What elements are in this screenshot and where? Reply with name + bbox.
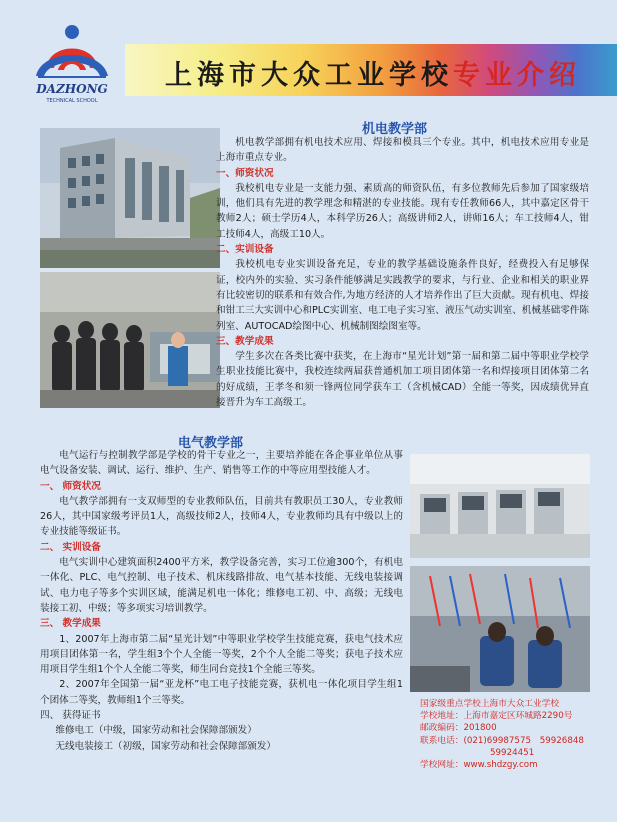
logo-subtext: TECHNICAL SCHOOL	[46, 98, 98, 104]
logo-text: DAZHONG	[36, 82, 108, 96]
photo-students-training	[410, 566, 590, 692]
elec-heading-equipment: 二、 实训设备	[40, 541, 101, 553]
elec-cert-1: 维修电工（中级，国家劳动和社会保障部颁发）	[55, 725, 257, 737]
photo-school-building	[40, 128, 220, 268]
mech-staff-text: 我校机电专业是一支能力强、素质高的师资队伍，有多位教师先后参加了国家级培训，他们具有先进的教学理念和精湛的专业技能。现有专任教师66人，其中嘉定区骨干教师2人；硕士学历4人，本科学历26人；高级讲师2人，讲师16人；车工技师4人，钳工技师4人，高级工10人。	[216, 182, 589, 240]
elec-staff-text: 电气教学部拥有一支双师型的专业教师队伍，目前共有教职员工30人，专业教师26人，其中国家级考评员1人，高级技师2人，技师4人，专业教师均具有中级以上的专业技能等级证书。	[40, 495, 403, 538]
contact-address: 学校地址：上海市嘉定区环城路2290号	[420, 711, 573, 722]
contact-phone-extra: 59924451	[490, 747, 535, 758]
elec-heading-staff: 一、 师资状况	[40, 480, 101, 492]
contact-school-name: 国家级重点学校上海市大众工业学校	[420, 699, 559, 709]
elec-achievement-1: 1、2007年上海市第二届“星光计划”中等职业学校学生技能竞赛，获电气技术应用项目团体第一名，学生组3个个人全能一等奖，2个个人全能二等奖；获电子技术应用项目学生组1个个人全能二等奖，师生同台竞技1个全能三等奖。	[40, 633, 403, 676]
elec-heading-achievements: 三、 教学成果	[40, 618, 101, 630]
elec-heading-certificates: 四、 获得证书	[40, 710, 101, 722]
elec-dept-body	[40, 448, 403, 754]
header	[0, 0, 617, 106]
mech-dept-body	[216, 135, 589, 410]
photo-electrical-lab	[410, 454, 590, 558]
school-logo	[28, 10, 116, 104]
mech-heading-equipment: 二、实训设备	[216, 244, 274, 256]
contact-website: 学校网址：www.shdzgy.com	[420, 760, 538, 771]
mech-intro: 机电教学部拥有机电技术应用、焊接和模具三个专业。其中，机电技术应用专业是上海市重点专业。	[216, 137, 589, 164]
elec-equipment-text: 电气实训中心建筑面积2400平方米，教学设备完善，实习工位逾300个，有机电一体化、PLC、电气控制、电子技术、机床线路排故、电气基本技能、无线电装接调试、电力电子等多个实训区域，能满足机电一体化；维修电工初、中、高级；无线电装接工初、中级；等多项实习培训教学。	[40, 557, 403, 614]
banner-title	[165, 53, 581, 92]
banner-title-main: 上海市大众工业学校	[165, 60, 453, 91]
contact-info	[420, 698, 584, 771]
mech-dept-title: 机电教学部	[362, 122, 428, 137]
contact-postcode: 邮政编码：201800	[420, 723, 497, 734]
mech-equipment-text: 我校机电专业实训设备充足，专业的教学基础设施条件良好，经费投入有足够保证，校内外的实验、实习条件能够满足实践教学的要求，与行业、企业和相关的职业界有比较密切的联系和有效合作,为地方经济的人才培养作出了巨大贡献。现有机电、焊接和钳工三大实训中心和PLC实训室、电工电子实习室、液压气动实训室、机械基础零件陈列室、AUTOCAD绘图中心、机械制图绘图室等。	[216, 259, 589, 332]
photo-visit-workshop	[40, 272, 220, 408]
contact-phone: 联系电话：(021)69987575 59926848	[420, 735, 584, 746]
elec-cert-2: 无线电装接工（初级，国家劳动和社会保障部颁发）	[55, 740, 277, 752]
elec-achievement-2: 2、2007年全国第一届“亚龙杯”电工电子技能竞赛，获机电一体化项目学生组1个团体二等奖，教师组1个三等奖。	[40, 679, 403, 706]
banner-title-accent: 专业介绍	[453, 60, 581, 91]
title-banner	[125, 44, 617, 96]
elec-dept-title: 电气教学部	[178, 436, 244, 451]
elec-intro: 电气运行与控制教学部是学校的骨干专业之一，主要培养能在各企事业单位从事电气设备安装、调试、运行、维护、生产、销售等工作的中等应用型技能人才。	[40, 450, 403, 477]
mech-heading-achievements: 三、教学成果	[216, 335, 274, 347]
mech-achievements-text: 学生多次在各类比赛中获奖，在上海市“星光计划”第一届和第二届中等职业学校学生职业技能比赛中，我校连续两届获普通机加工项目团体第一名和焊接项目团体第二名的好成绩，王孝冬和须一锋两位同学获车工（含机械CAD）全能一等奖，因成绩优异直接晋升为车工高级工。	[216, 351, 589, 409]
mech-heading-staff: 一、师资状况	[216, 167, 274, 179]
